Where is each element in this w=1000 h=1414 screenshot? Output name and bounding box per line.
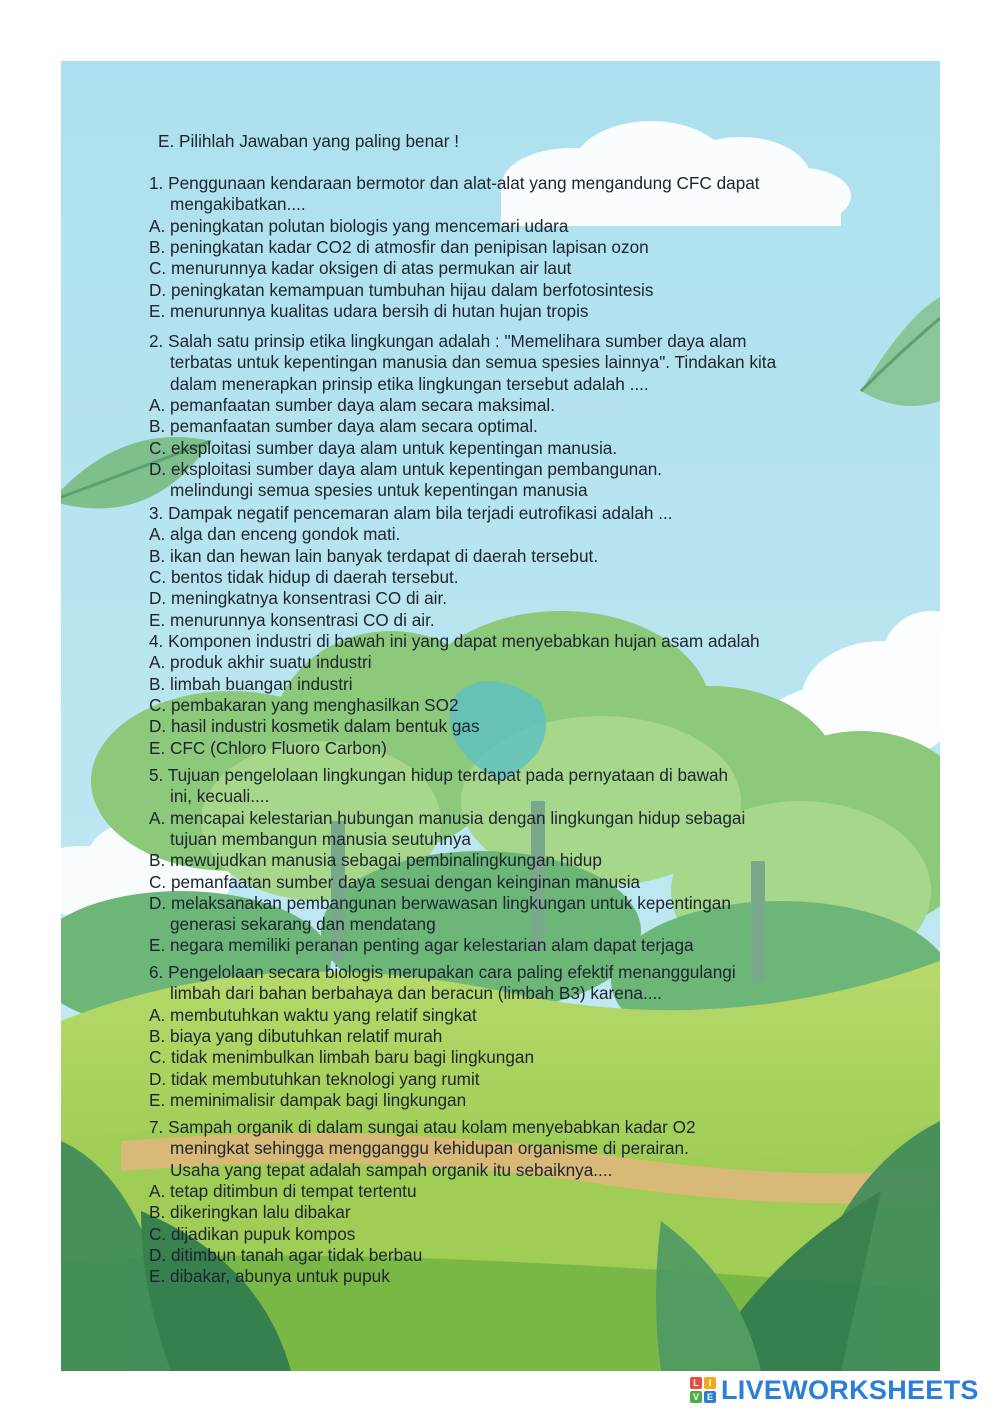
question-2-stem: 2. Salah satu prinsip etika lingkungan adalah : "Memelihara sumber daya alam xyxy=(149,331,747,351)
liveworksheets-logo-text: LIVEWORKSHEETS xyxy=(721,1374,979,1405)
question-4-option: D. hasil industri kosmetik dalam bentuk gas xyxy=(149,716,480,737)
question-7-option: E. dibakar, abunya untuk pupuk xyxy=(149,1266,390,1287)
question-2-option: D. eksploitasi sumber daya alam untuk kepentingan pembangunan. xyxy=(149,458,663,479)
question-5-option: E. negara memiliki peranan penting agar kelestarian alam dapat terjaga xyxy=(149,935,694,956)
question-5-option: C. pemanfaatan sumber daya sesuai dengan keinginan manusia xyxy=(149,871,641,892)
question-7-option: C. dijadikan pupuk kompos xyxy=(149,1223,356,1244)
question-5-option: A. mencapai kelestarian hubungan manusia dengan lingkungan hidup sebagai xyxy=(149,807,746,828)
question-2-stem: terbatas untuk kepentingan manusia dan semua spesies lainnya". Tindakan kita xyxy=(170,352,777,373)
question-1-option: E. menurunnya kualitas udara bersih di hutan hujan tropis xyxy=(149,300,589,321)
question-2-option: C. eksploitasi sumber daya alam untuk kepentingan manusia. xyxy=(149,437,618,458)
question-5-stem: ini, kecuali.... xyxy=(170,786,270,807)
question-2-option: A. pemanfaatan sumber daya alam secara maksimal. xyxy=(149,394,556,415)
question-6-option: C. tidak menimbulkan limbah baru bagi lingkungan xyxy=(149,1047,535,1068)
question-4-stem: 4. Komponen industri di bawah ini yang dapat menyebabkan hujan asam adalah xyxy=(149,631,760,651)
question-3-option: D. meningkatnya konsentrasi CO di air. xyxy=(149,588,448,609)
question-5-stem: 5. Tujuan pengelolaan lingkungan hidup terdapat pada pernyataan di bawah xyxy=(149,765,729,785)
question-3-option: C. bentos tidak hidup di daerah tersebut. xyxy=(149,566,459,587)
question-6-option: B. biaya yang dibutuhkan relatif murah xyxy=(149,1025,443,1046)
worksheet-text xyxy=(61,61,940,1371)
question-2-option: melindungi semua spesies untuk kepentingan manusia xyxy=(170,480,588,501)
question-6-stem: limbah dari bahan berbahaya dan beracun (limbah B3) karena.... xyxy=(170,983,663,1004)
question-5-option: D. melaksanakan pembangunan berwawasan lingkungan untuk kepentingan xyxy=(149,892,731,913)
liveworksheets-logo xyxy=(690,1374,979,1406)
worksheet-page xyxy=(61,61,940,1371)
question-6-option: A. membutuhkan waktu yang relatif singkat xyxy=(149,1004,477,1025)
question-4-option: A. produk akhir suatu industri xyxy=(149,652,372,673)
question-1-option: B. peningkatan kadar CO2 di atmosfir dan penipisan lapisan ozon xyxy=(149,236,649,257)
question-7-stem: 7. Sampah organik di dalam sungai atau kolam menyebabkan kadar O2 xyxy=(149,1117,696,1137)
question-7-option: D. ditimbun tanah agar tidak berbau xyxy=(149,1244,423,1265)
question-3-stem: 3. Dampak negatif pencemaran alam bila terjadi eutrofikasi adalah ... xyxy=(149,503,673,523)
question-7-stem: Usaha yang tepat adalah sampah organik itu sebaiknya.... xyxy=(170,1159,613,1180)
question-1-stem: mengakibatkan.... xyxy=(170,194,306,215)
question-2-stem: dalam menerapkan prinsip etika lingkungan tersebut adalah .... xyxy=(170,373,649,394)
question-5-option: B. mewujudkan manusia sebagai pembinalingkungan hidup xyxy=(149,850,602,871)
question-5-option: tujuan membangun manusia seutuhnya xyxy=(170,828,471,849)
question-6-option: D. tidak membutuhkan teknologi yang rumit xyxy=(149,1068,480,1089)
question-2-option: B. pemanfaatan sumber daya alam secara optimal. xyxy=(149,416,538,437)
question-7-stem: meningkat sehingga mengganggu kehidupan organisme di perairan. xyxy=(170,1138,689,1159)
question-4-option: E. CFC (Chloro Fluoro Carbon) xyxy=(149,737,387,758)
question-4-option: B. limbah buangan industri xyxy=(149,673,353,694)
question-3-option: A. alga dan enceng gondok mati. xyxy=(149,524,401,545)
question-1-option: A. peningkatan polutan biologis yang mencemari udara xyxy=(149,215,569,236)
liveworksheets-logo-icon: L I V E xyxy=(690,1377,716,1403)
question-3-option: E. menurunnya konsentrasi CO di air. xyxy=(149,609,435,630)
question-4-option: C. pembakaran yang menghasilkan SO2 xyxy=(149,694,459,715)
question-3-option: B. ikan dan hewan lain banyak terdapat di daerah tersebut. xyxy=(149,545,599,566)
question-1-option: D. peningkatan kemampuan tumbuhan hijau dalam berfotosintesis xyxy=(149,279,654,300)
question-5-option: generasi sekarang dan mendatang xyxy=(170,914,436,935)
question-7-option: A. tetap ditimbun di tempat tertentu xyxy=(149,1180,417,1201)
question-6-stem: 6. Pengelolaan secara biologis merupakan cara paling efektif menanggulangi xyxy=(149,962,736,982)
question-6-option: E. meminimalisir dampak bagi lingkungan xyxy=(149,1089,467,1110)
question-7-option: B. dikeringkan lalu dibakar xyxy=(149,1202,351,1223)
section-instruction: E. Pilihlah Jawaban yang paling benar ! xyxy=(158,131,459,151)
question-1-stem: 1. Penggunaan kendaraan bermotor dan alat-alat yang mengandung CFC dapat xyxy=(149,173,760,193)
question-1-option: C. menurunnya kadar oksigen di atas permukan air laut xyxy=(149,258,572,279)
